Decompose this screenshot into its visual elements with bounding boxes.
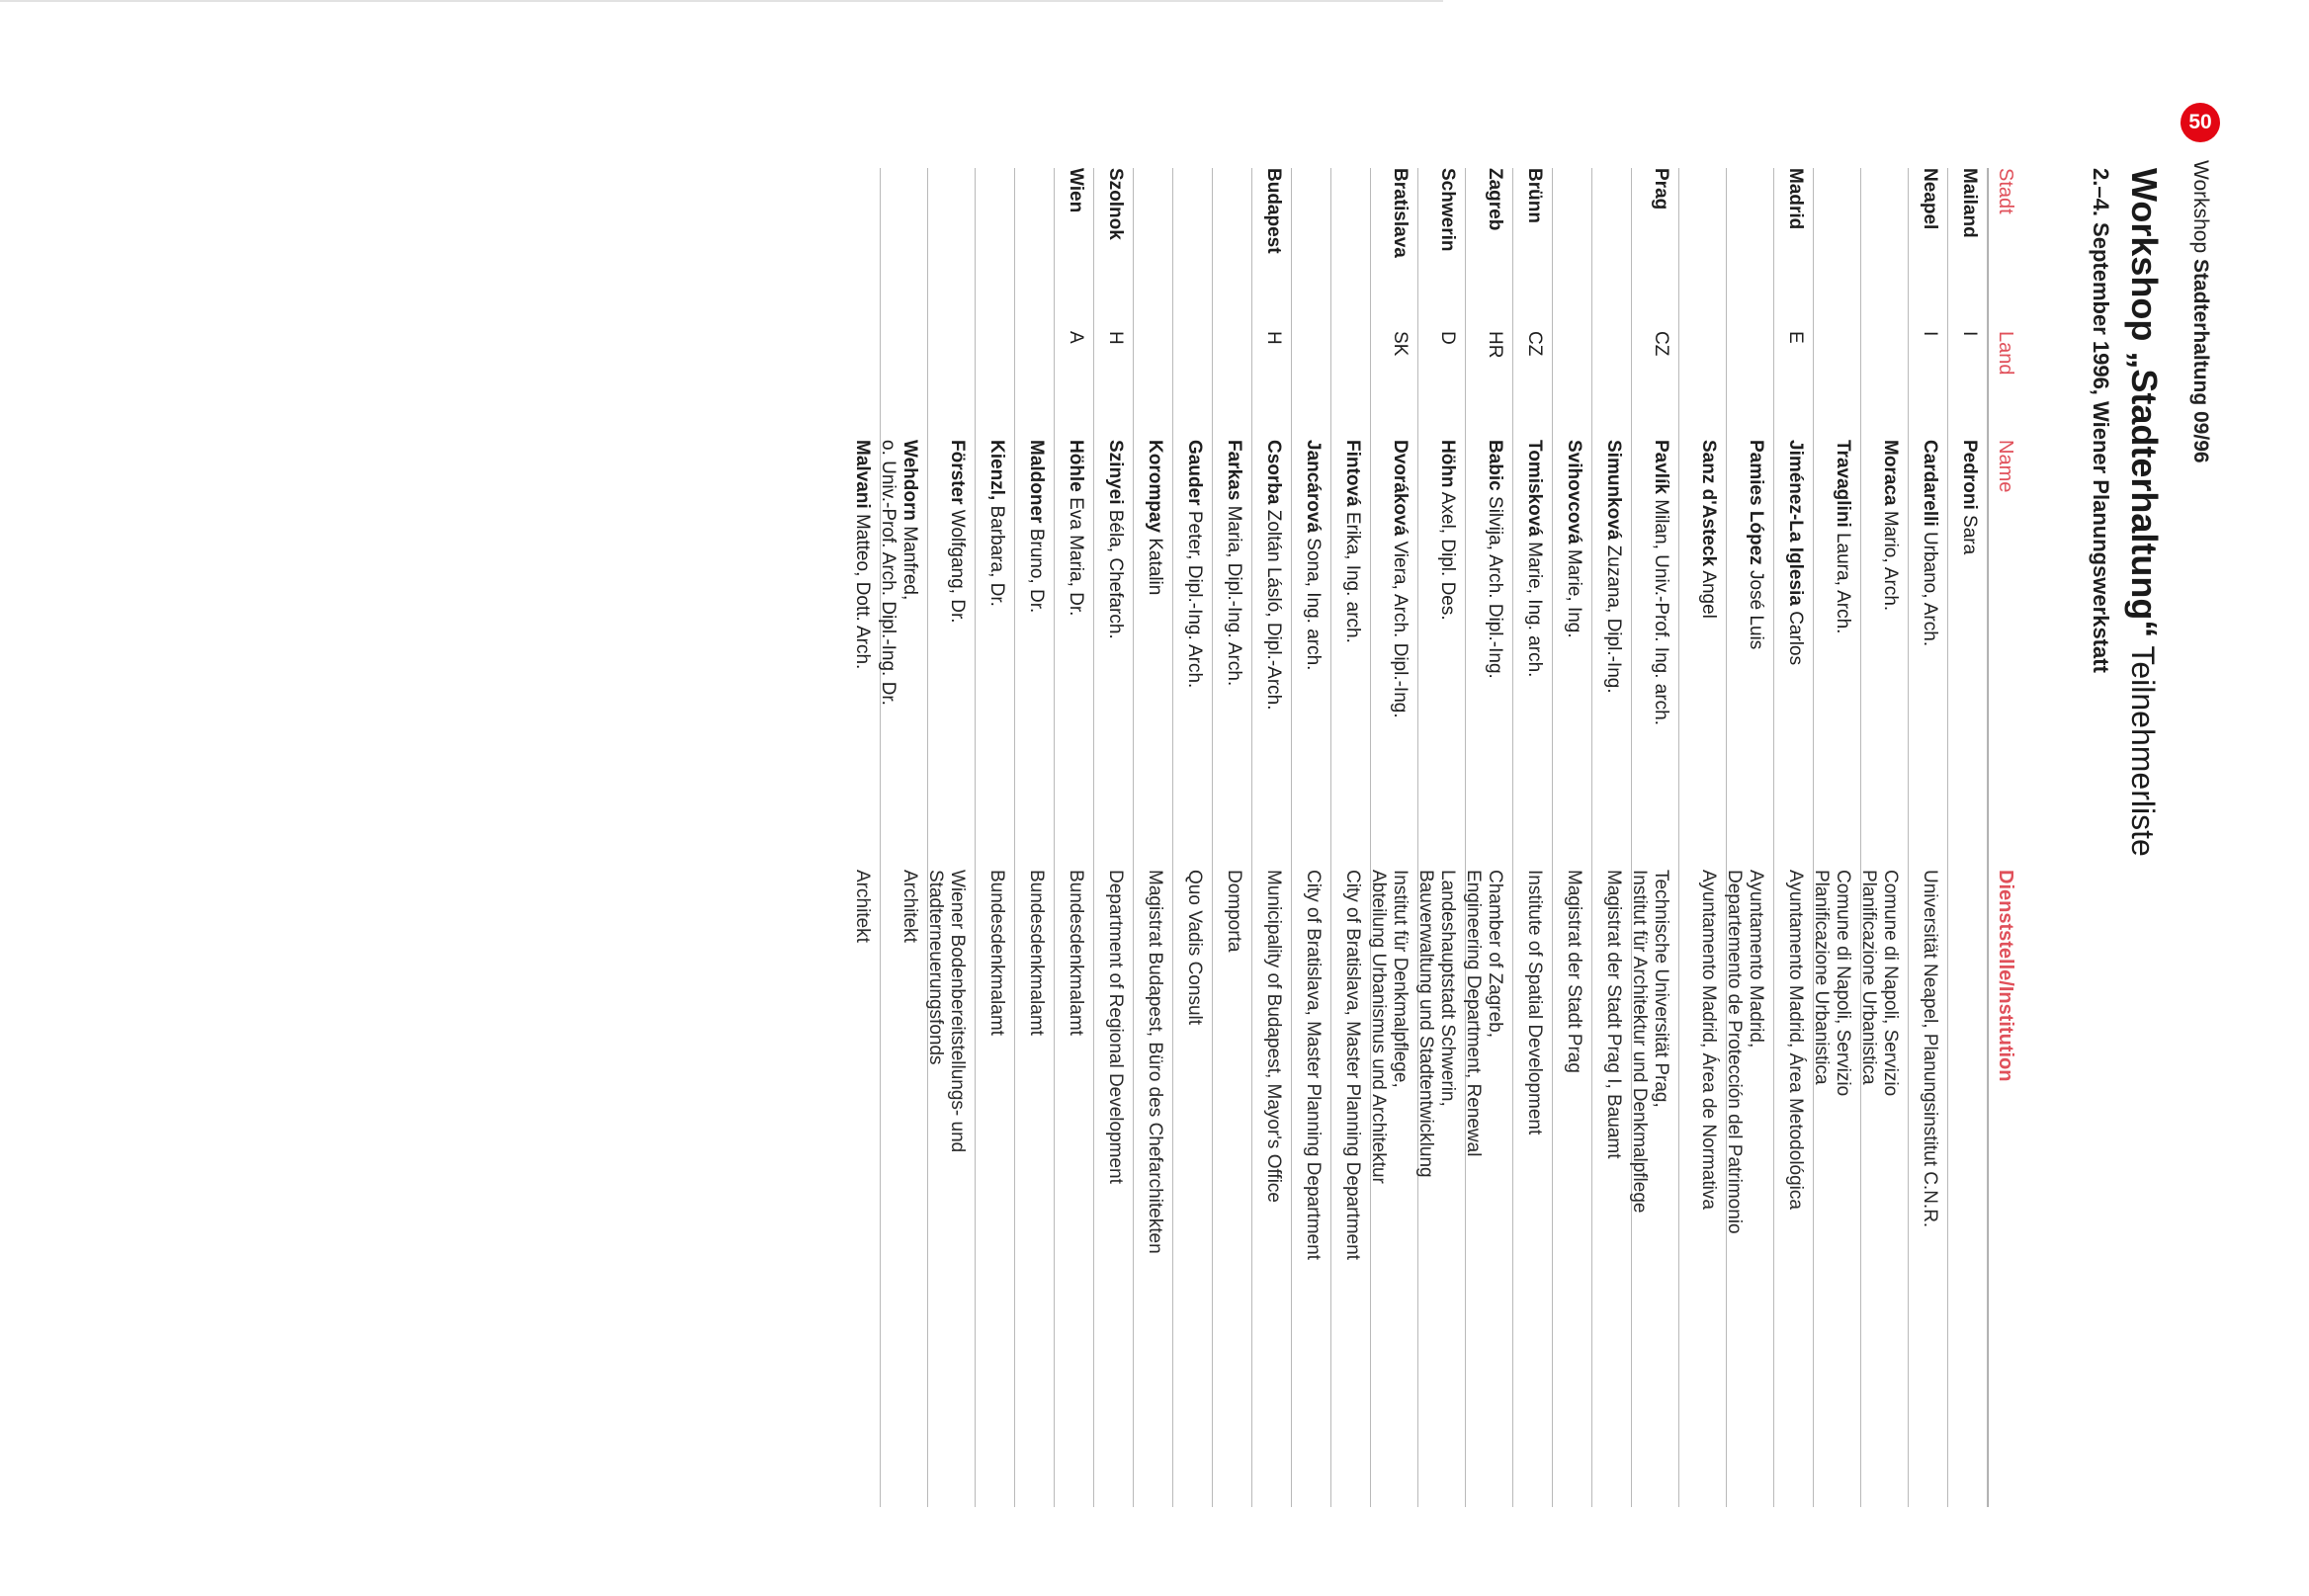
last-name: Moraca — [1880, 440, 1901, 506]
cell-stadt — [1418, 168, 1458, 331]
cell-stadt — [1134, 168, 1165, 331]
first-name: Barbara, Dr. — [986, 505, 1007, 607]
institution-line: Comune di Napoli, Servizio — [1880, 870, 1901, 1097]
institution-line: Ayuntamento Madrid, Área de Normativa — [1698, 870, 1719, 1210]
first-name: Bruno, Dr. — [1026, 528, 1047, 614]
cell-institution — [1724, 870, 1766, 1507]
table-row — [1055, 168, 1094, 1507]
cell-institution — [1055, 870, 1086, 1507]
last-name: Dvoráková — [1390, 440, 1411, 537]
cell-institution — [1213, 870, 1244, 1507]
title-sub: Teilnehmerliste — [2125, 645, 2161, 857]
cell-name — [1592, 440, 1624, 870]
land-text: SK — [1390, 331, 1411, 357]
cell-name — [976, 440, 1007, 870]
table-row — [1948, 168, 1988, 1507]
cell-institution — [1774, 870, 1806, 1507]
land-text: E — [1785, 331, 1806, 344]
stadt-text: Bratislava — [1390, 168, 1411, 258]
land-text: D — [1437, 331, 1458, 345]
cell-name — [1055, 440, 1086, 870]
stadt-text: Szolnok — [1105, 168, 1126, 240]
land-text: I — [1959, 331, 1980, 337]
first-name: Maria, Dipl.-Ing. Arch. — [1224, 505, 1244, 687]
name-line — [1523, 440, 1545, 870]
stadt-text: Neapel — [1920, 168, 1940, 230]
table-row — [1331, 168, 1371, 1507]
first-name: Manfred, — [899, 526, 920, 601]
table-row — [925, 168, 976, 1507]
first-name: Zoltán Lásló, Dipl.-Arch. — [1263, 509, 1284, 711]
institution-line: Architekt — [852, 870, 873, 943]
last-name: Svihovcová — [1564, 440, 1584, 545]
cell-name — [1418, 440, 1458, 870]
name-line — [1183, 440, 1205, 870]
stadt-text: Wien — [1066, 168, 1086, 213]
cell-institution — [1592, 870, 1624, 1507]
last-name: Förster — [947, 440, 968, 505]
first-name: Milan, Univ.-Prof. Ing. arch. — [1651, 499, 1671, 725]
institution-line: Architekt — [899, 870, 920, 943]
institution-line: Universität Neapel, Planungsinstitut C.N.R. — [1920, 870, 1940, 1228]
name-line — [1958, 440, 1980, 870]
institution-line: Stadterneuerungsfonds — [925, 870, 946, 1065]
table-body — [841, 168, 1988, 1507]
cell-land — [1592, 331, 1624, 440]
institution-line: Landeshauptstadt Schwerin, — [1437, 870, 1458, 1107]
first-name: Matteo, Dott. Arch. — [852, 513, 873, 670]
cell-name — [1094, 440, 1126, 870]
cell-name — [1213, 440, 1244, 870]
cell-name — [1134, 440, 1165, 870]
series-title: Stadterhaltung 09/96 — [2189, 259, 2212, 463]
cell-institution — [881, 870, 920, 1507]
first-name: Marie, Ing. — [1564, 548, 1584, 638]
last-name: Farkas — [1224, 440, 1244, 501]
first-name: Urbano, Arch. — [1920, 531, 1940, 647]
cell-stadt — [1055, 168, 1086, 331]
page-header — [2171, 103, 2230, 463]
name-line — [1262, 440, 1284, 870]
table-row — [1592, 168, 1632, 1507]
cell-stadt — [1909, 168, 1940, 331]
cell-institution — [1513, 870, 1545, 1507]
cell-land — [1774, 331, 1806, 440]
cell-institution — [1553, 870, 1584, 1507]
series-prefix: Workshop — [2189, 160, 2212, 254]
cell-institution — [1948, 870, 1980, 1507]
institution-line: Institut für Denkmalpflege, — [1390, 870, 1411, 1088]
land-text: H — [1105, 331, 1126, 345]
cell-institution — [1858, 870, 1901, 1507]
col-header-institution: Dienststelle/Institution — [1995, 870, 2017, 1082]
last-name: Korompay — [1145, 440, 1165, 533]
first-name: Carlos — [1785, 611, 1806, 666]
cell-stadt — [841, 168, 873, 331]
stadt-text: Schwerin — [1437, 168, 1458, 252]
cell-name — [1015, 440, 1047, 870]
cell-name — [1513, 440, 1545, 870]
first-name: Mario, Arch. — [1880, 510, 1901, 612]
last-name: Pavlík — [1651, 440, 1671, 494]
cell-institution — [1811, 870, 1853, 1507]
last-name: Fintová — [1342, 440, 1363, 507]
stadt-text: Brünn — [1524, 168, 1545, 223]
institution-line: Ayuntamento Madrid, Área Metodológica — [1785, 870, 1806, 1210]
cell-stadt — [881, 168, 920, 331]
last-name: Malvani — [852, 440, 873, 509]
first-name: Viera, Arch. Dipl.-Ing. — [1390, 541, 1411, 718]
table-row — [1774, 168, 1814, 1507]
cell-stadt — [1513, 168, 1545, 331]
cell-name — [1948, 440, 1980, 870]
institution-line: Chamber of Zagreb, — [1485, 870, 1505, 1039]
cell-institution — [1463, 870, 1505, 1507]
name-extra: o. Univ.-Prof. Arch. Dipl.-Ing. Dr. — [878, 440, 898, 706]
institution-line: Abteilung Urbanismus und Architektur — [1368, 870, 1389, 1184]
cell-institution — [1679, 870, 1719, 1507]
name-line — [1563, 440, 1584, 870]
last-name: Travaglini — [1833, 440, 1853, 528]
cell-name — [1466, 440, 1505, 870]
cell-land — [1331, 331, 1363, 440]
cell-name — [1553, 440, 1584, 870]
table-row — [1213, 168, 1252, 1507]
col-header-land: Land — [1995, 331, 2017, 376]
table-row — [1368, 168, 1418, 1507]
name-line — [1879, 440, 1901, 870]
cell-stadt — [1292, 168, 1324, 331]
institution-line: Departemento de Protección del Patrimonio — [1724, 870, 1745, 1234]
cell-stadt — [1679, 168, 1719, 331]
cell-stadt — [1252, 168, 1284, 331]
stadt-text: Budapest — [1263, 168, 1284, 254]
institution-line: Wiener Bodenbereitstellungs- und — [947, 870, 968, 1153]
cell-stadt — [1592, 168, 1624, 331]
cell-land — [881, 331, 920, 440]
table-row — [976, 168, 1015, 1507]
cell-name — [1292, 440, 1324, 870]
cell-stadt — [1814, 168, 1853, 331]
cell-institution — [1415, 870, 1458, 1507]
last-name: Szinyei — [1105, 440, 1126, 505]
cell-stadt — [1371, 168, 1411, 331]
first-name: Silvija, Arch. Dipl.-Ing. — [1485, 496, 1505, 679]
cell-land — [1632, 331, 1671, 440]
cell-stadt — [1553, 168, 1584, 331]
last-name: Maldoner — [1026, 440, 1047, 524]
first-name: Béla, Chefarch. — [1105, 509, 1126, 639]
cell-institution — [976, 870, 1007, 1507]
table-row — [1094, 168, 1134, 1507]
name-line — [1436, 440, 1458, 870]
cell-land — [1371, 331, 1411, 440]
name-line — [1302, 440, 1324, 870]
table-row — [878, 168, 928, 1507]
cell-name — [1252, 440, 1284, 870]
title-block — [2088, 168, 2165, 857]
last-name: Csorba — [1263, 440, 1284, 505]
first-name: Eva Maria, Dr. — [1066, 497, 1086, 617]
first-name: Wolfgang, Dr. — [947, 509, 968, 624]
cell-institution — [1252, 870, 1284, 1507]
institution-line: Engineering Department, Renewal — [1463, 870, 1484, 1157]
institution-line: Planificazione Urbanistica — [1858, 870, 1879, 1085]
name-line — [1484, 440, 1505, 870]
cell-stadt — [1213, 168, 1244, 331]
table-row — [1679, 168, 1727, 1507]
first-name: Marie, Ing. arch. — [1524, 542, 1545, 678]
cell-institution — [1173, 870, 1205, 1507]
cell-stadt — [1331, 168, 1363, 331]
table-row — [1629, 168, 1679, 1507]
cell-land — [1015, 331, 1047, 440]
name-line — [1389, 440, 1411, 870]
cell-name — [1774, 440, 1806, 870]
page-title — [2123, 168, 2165, 857]
name-line — [851, 440, 873, 870]
cell-land — [1948, 331, 1980, 440]
land-text: I — [1920, 331, 1940, 337]
cell-land — [1173, 331, 1205, 440]
page-subtitle: 2.–4. September 1996, Wiener Planungswerkstatt — [2089, 168, 2113, 673]
institution-line: Domporta — [1224, 870, 1244, 953]
table-row — [1553, 168, 1592, 1507]
table-row — [841, 168, 881, 1507]
table-row — [1015, 168, 1055, 1507]
institution-line: Magistrat Budapest, Büro des Chefarchitekten — [1145, 870, 1165, 1254]
institution-line: Bundesdenkmalamt — [1066, 870, 1086, 1036]
cell-land — [1055, 331, 1086, 440]
cell-land — [1513, 331, 1545, 440]
participant-table — [841, 168, 2022, 1507]
cell-stadt — [1861, 168, 1901, 331]
cell-stadt — [1632, 168, 1671, 331]
cell-institution — [1015, 870, 1047, 1507]
cell-land — [1466, 331, 1505, 440]
name-line — [1025, 440, 1047, 870]
stadt-text: Zagreb — [1485, 168, 1505, 231]
cell-institution — [1331, 870, 1363, 1507]
stadt-text: Madrid — [1785, 168, 1806, 230]
land-text: H — [1263, 331, 1284, 345]
last-name: Kienzl, — [986, 440, 1007, 501]
cell-land — [1213, 331, 1244, 440]
series-label — [2188, 160, 2212, 463]
cell-land — [1553, 331, 1584, 440]
table-row — [1134, 168, 1173, 1507]
cell-land — [1252, 331, 1284, 440]
cell-name — [1814, 440, 1853, 870]
name-line — [1697, 440, 1719, 870]
last-name: Gauder — [1184, 440, 1205, 506]
name-line — [1784, 440, 1806, 870]
name-line — [1144, 440, 1165, 870]
col-header-name: Name — [1995, 440, 2017, 493]
cell-name — [1727, 440, 1766, 870]
stadt-text: Prag — [1651, 168, 1671, 210]
first-name: Katalin — [1145, 538, 1165, 596]
table-header — [1988, 168, 2022, 1507]
first-name: José Luis — [1746, 570, 1766, 650]
name-line — [1223, 440, 1244, 870]
name-line — [985, 440, 1007, 870]
last-name: Höhle — [1066, 440, 1086, 492]
table-row — [1858, 168, 1909, 1507]
last-name: Jiménez-La Iglesia — [1785, 440, 1806, 606]
institution-line: Bundesdenkmalamt — [1026, 870, 1047, 1036]
last-name: Jancárová — [1303, 440, 1324, 534]
land-text: A — [1066, 331, 1086, 344]
table-row — [1252, 168, 1292, 1507]
cell-institution — [1909, 870, 1940, 1507]
last-name: Höhn — [1437, 440, 1458, 488]
name-line — [1602, 440, 1624, 870]
first-name: Axel, Dipl. Des. — [1437, 491, 1458, 621]
name-line — [1341, 440, 1363, 870]
cell-institution — [1292, 870, 1324, 1507]
stadt-text: Mailand — [1959, 168, 1980, 238]
table-row — [1292, 168, 1331, 1507]
cell-name — [1679, 440, 1719, 870]
institution-line: Planificazione Urbanistica — [1811, 870, 1832, 1085]
table-row — [1513, 168, 1553, 1507]
institution-line: Technische Universität Prag, — [1651, 870, 1671, 1108]
institution-line: Bundesdenkmalamt — [986, 870, 1007, 1036]
first-name: Laura, Arch. — [1833, 532, 1853, 634]
first-name: Erika, Ing. arch. — [1342, 511, 1363, 643]
cell-name — [1173, 440, 1205, 870]
table-row — [1173, 168, 1213, 1507]
cell-name — [1331, 440, 1363, 870]
table-row — [1724, 168, 1774, 1507]
name-line — [1065, 440, 1086, 870]
cell-name — [1632, 440, 1671, 870]
last-name: Simunková — [1603, 440, 1624, 541]
cell-stadt — [976, 168, 1007, 331]
name-line — [1919, 440, 1940, 870]
cell-name — [841, 440, 873, 870]
last-name: Babic — [1485, 440, 1505, 491]
cell-name — [1861, 440, 1901, 870]
cell-stadt — [1948, 168, 1980, 331]
land-text: CZ — [1651, 331, 1671, 357]
cell-land — [976, 331, 1007, 440]
cell-stadt — [1015, 168, 1047, 331]
cell-institution — [841, 870, 873, 1507]
first-name: Sara — [1959, 515, 1980, 555]
institution-line: Comune di Napoli, Servizio — [1833, 870, 1853, 1097]
cell-name — [1371, 440, 1411, 870]
institution-line: Magistrat der Stadt Prag — [1564, 870, 1584, 1073]
cell-land — [841, 331, 873, 440]
page-number: 50 — [2188, 111, 2212, 133]
name-line — [898, 440, 920, 870]
cell-land — [1814, 331, 1853, 440]
cell-land — [1292, 331, 1324, 440]
institution-line: Bauverwaltung und Stadtentwicklung — [1415, 870, 1436, 1178]
title-main: Workshop „Stadterhaltung“ — [2124, 168, 2165, 638]
cell-name — [1909, 440, 1940, 870]
table-row — [1415, 168, 1466, 1507]
cell-stadt — [1173, 168, 1205, 331]
institution-line: City of Bratislava, Master Planning Department — [1303, 870, 1324, 1260]
land-text: CZ — [1524, 331, 1545, 357]
cell-stadt — [1466, 168, 1505, 331]
institution-line: Quo Vadis Consult — [1184, 870, 1205, 1026]
table-row — [1909, 168, 1948, 1507]
cell-land — [1418, 331, 1458, 440]
table-row — [1463, 168, 1513, 1507]
first-name: Sona, Ing. arch. — [1303, 538, 1324, 671]
first-name: Peter, Dipl.-Ing. Arch. — [1184, 510, 1205, 689]
cell-land — [1094, 331, 1126, 440]
cell-land — [1727, 331, 1766, 440]
cell-stadt — [1094, 168, 1126, 331]
cell-institution — [925, 870, 968, 1507]
institution-line: Department of Regional Development — [1105, 870, 1126, 1184]
cell-land — [928, 331, 968, 440]
cell-land — [1861, 331, 1901, 440]
last-name: Sanz d'Asteck — [1698, 440, 1719, 567]
cell-institution — [1368, 870, 1411, 1507]
cell-stadt — [928, 168, 968, 331]
institution-line: Ayuntamento Madrid, — [1746, 870, 1766, 1049]
last-name: Cardarelli — [1920, 440, 1940, 527]
cell-name — [878, 440, 920, 870]
institution-line: Institute of Spatial Development — [1524, 870, 1545, 1135]
institution-line: Institut für Architektur und Denkmalpflege — [1629, 870, 1650, 1214]
last-name: Pedroni — [1959, 440, 1980, 510]
name-line — [1832, 440, 1853, 870]
institution-line: Municipality of Budapest, Mayor's Office — [1263, 870, 1284, 1203]
cell-land — [1909, 331, 1940, 440]
last-name: Wehdorn — [899, 440, 920, 521]
name-line — [1650, 440, 1671, 870]
cell-name — [928, 440, 968, 870]
table-row — [1811, 168, 1861, 1507]
name-line — [946, 440, 968, 870]
name-line — [1104, 440, 1126, 870]
last-name: Pamies López — [1746, 440, 1766, 565]
cell-institution — [1134, 870, 1165, 1507]
col-header-stadt: Stadt — [1995, 168, 2017, 214]
land-text: HR — [1485, 331, 1505, 359]
name-line — [1745, 440, 1766, 870]
page-number-badge — [2181, 103, 2220, 142]
institution-line: City of Bratislava, Master Planning Department — [1342, 870, 1363, 1260]
cell-stadt — [1727, 168, 1766, 331]
cell-institution — [1629, 870, 1671, 1507]
first-name: Zuzana, Dipl.-Ing. — [1603, 545, 1624, 694]
cell-land — [1679, 331, 1719, 440]
cell-land — [1134, 331, 1165, 440]
institution-line: Magistrat der Stadt Prag I, Bauamt — [1603, 870, 1624, 1159]
cell-institution — [1094, 870, 1126, 1507]
cell-stadt — [1774, 168, 1806, 331]
last-name: Tomisková — [1524, 440, 1545, 537]
first-name: Angel — [1698, 570, 1719, 619]
